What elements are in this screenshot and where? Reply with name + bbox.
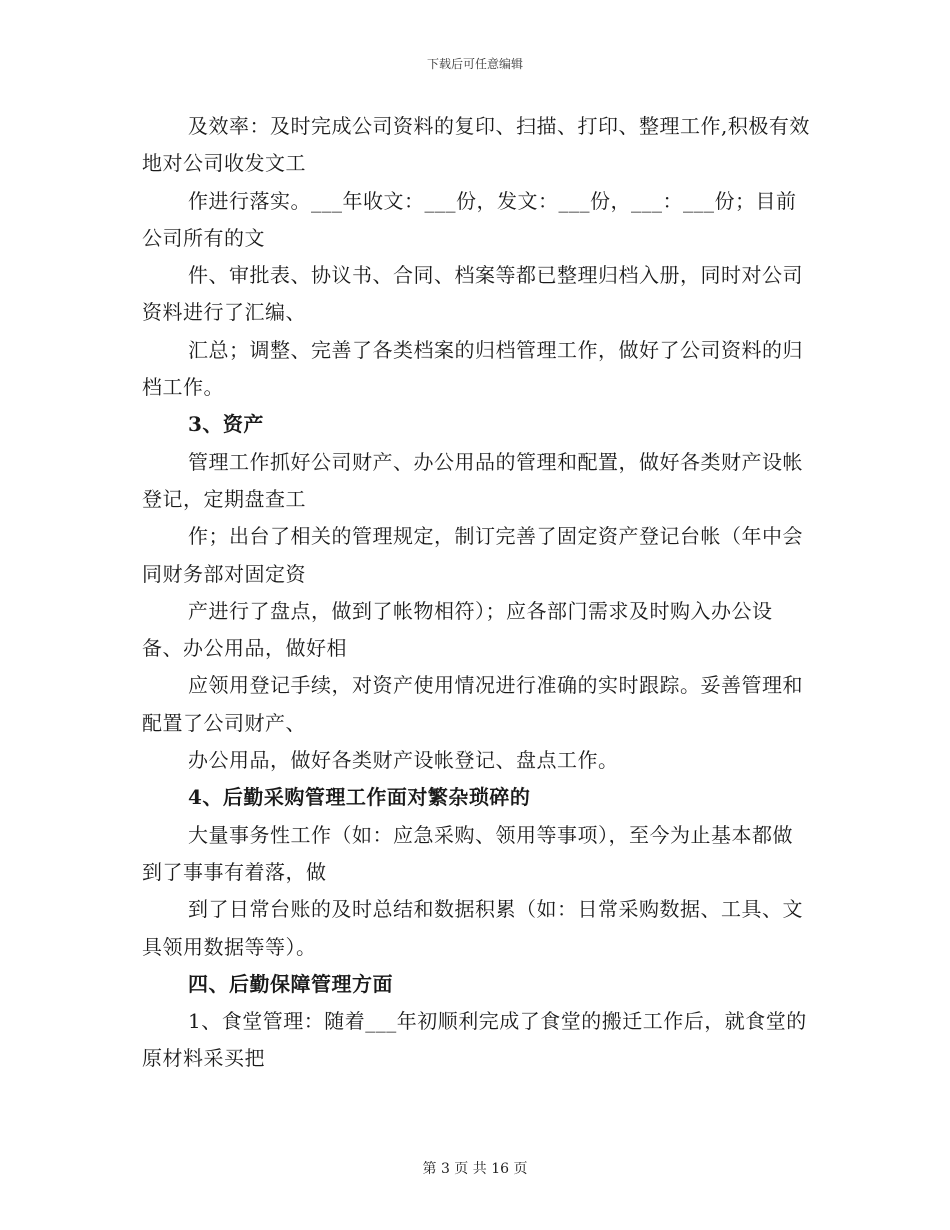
paragraph: 应领用登记手续，对资产使用情况进行准确的实时跟踪。妥善管理和配置了公司财产、 xyxy=(142,673,803,735)
section-heading: 四、后勤保障管理方面 xyxy=(188,971,393,996)
paragraph: 作进行落实。___年收文：___份，发文：___份，___：___份；目前公司所有的文 xyxy=(142,188,797,250)
paragraph: 产进行了盘点，做到了帐物相符）；应各部门需求及时购入办公设备、办公用品，做好相 xyxy=(142,598,773,661)
paragraph: 1、食堂管理：随着___年初顺利完成了食堂的搬迁工作后，就食堂的原材料采买把 xyxy=(142,1009,807,1071)
paragraph: 件、审批表、协议书、合同、档案等都已整理归档入册，同时对公司资料进行了汇编、 xyxy=(142,263,803,325)
page-number: 第 3 页 共 16 页 xyxy=(422,1161,528,1177)
paragraph: 办公用品，做好各类财产设帐登记、盘点工作。 xyxy=(188,748,619,773)
paragraph: 作；出台了相关的管理规定，制订完善了固定资产登记台帐（年中会同财务部对固定资 xyxy=(142,524,803,586)
paragraph: 到了日常台账的及时总结和数据积累（如：日常采购数据、工具、文具领用数据等等）。 xyxy=(142,897,803,959)
paragraph: 大量事务性工作（如：应急采购、领用等事项），至今为止基本都做到了事事有着落，做 xyxy=(142,822,793,884)
page-header: 下载后可任意编辑 xyxy=(426,57,523,71)
section-heading: 3、资产 xyxy=(188,412,264,437)
document-body xyxy=(142,108,810,1078)
paragraph: 管理工作抓好公司财产、办公用品的管理和配置，做好各类财产设帐登记，定期盘查工 xyxy=(142,449,803,511)
section-heading: 4、后勤采购管理工作面对繁杂琐碎的 xyxy=(188,785,531,810)
paragraph: 及效率：及时完成公司资料的复印、扫描、打印、整理工作,积极有效地对公司收发文工 xyxy=(142,114,810,176)
paragraph: 汇总；调整、完善了各类档案的归档管理工作，做好了公司资料的归档工作。 xyxy=(142,337,803,400)
